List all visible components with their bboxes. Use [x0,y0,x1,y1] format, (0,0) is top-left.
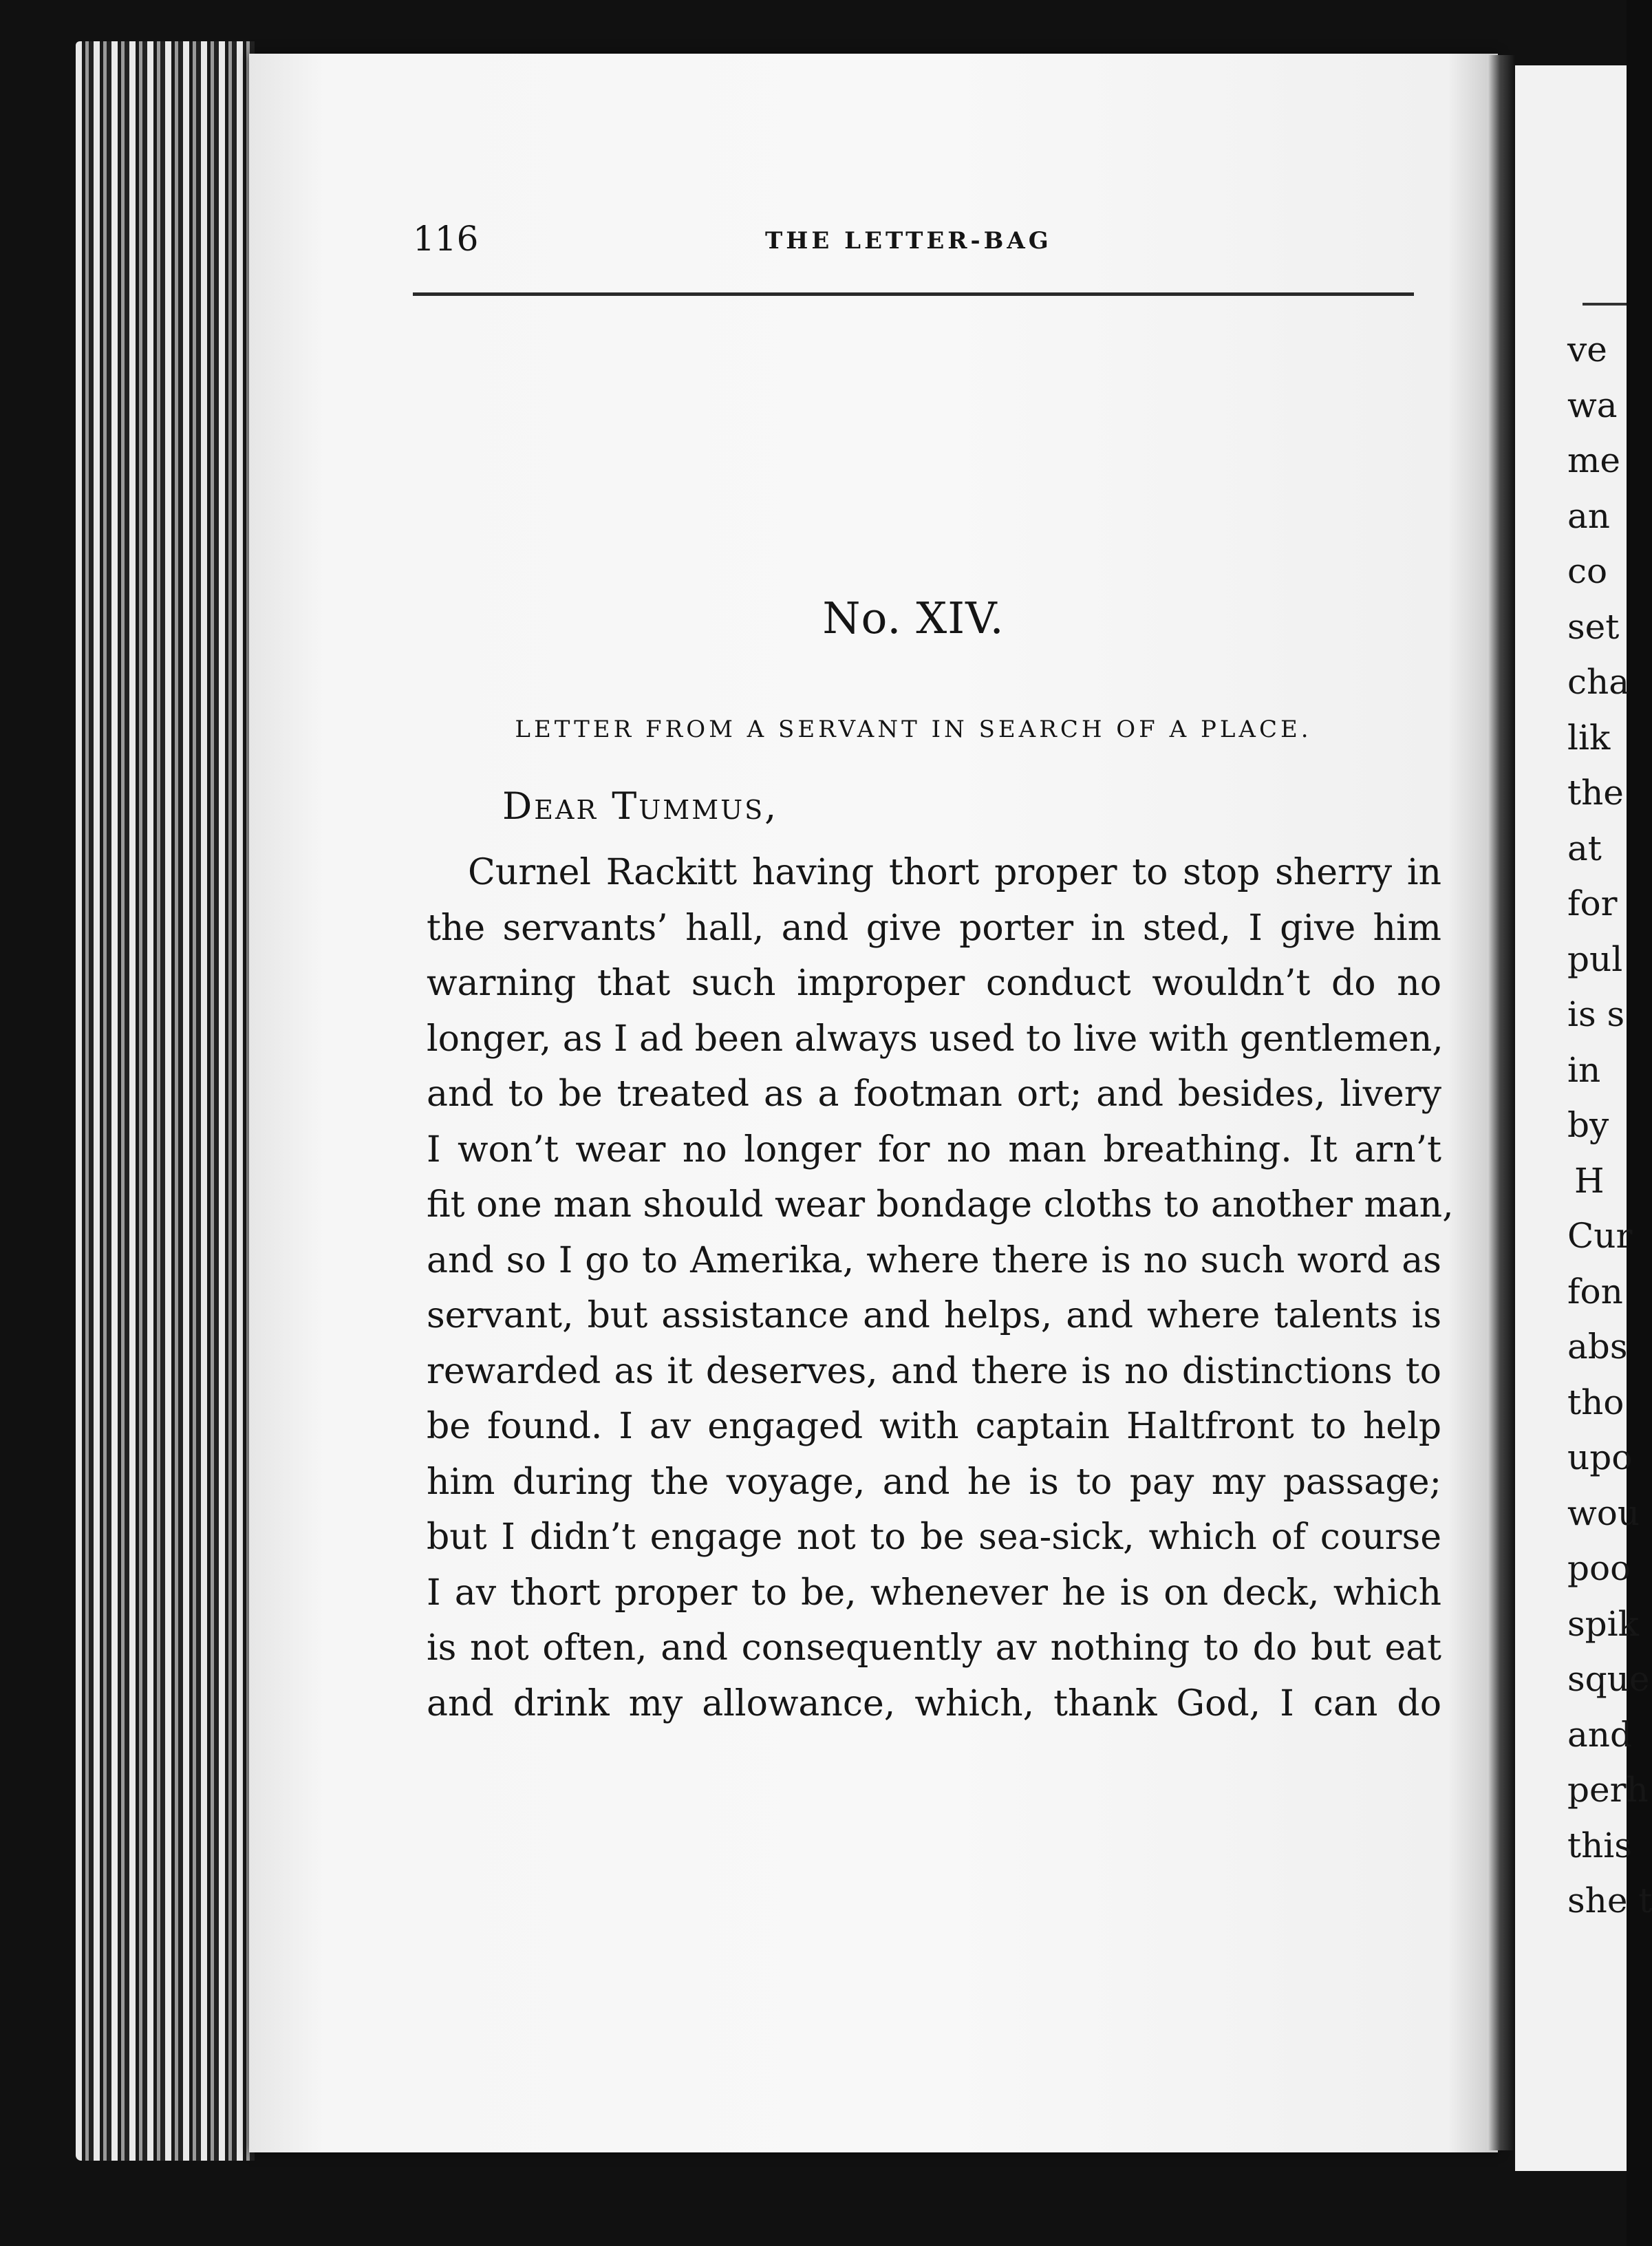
text-line: and so I go to Amerika, where there is no such word as [427,1239,1441,1281]
text-line: is not often, and consequently av nothing to do but eat [427,1627,1441,1669]
facing-page-fragment: lik [1567,717,1611,758]
text-line: I won’t wear no longer for no man breathing. It arn’t [427,1129,1441,1170]
facing-page-fragment: by [1567,1105,1609,1145]
facing-page-fragment: this [1567,1825,1632,1865]
facing-page-fragment: co [1567,551,1608,591]
text-line: and drink my allowance, which, thank God, I can do [427,1682,1441,1724]
facing-page-fragment: cha [1567,662,1630,702]
facing-page-fragment: fon [1567,1271,1623,1312]
facing-page-fragment: the [1567,773,1624,813]
page-edges [76,41,255,2161]
text-line: the servants’ hall, and give porter in sted, I give him [427,907,1441,949]
page-number: 116 [413,219,479,259]
book-gutter [1488,55,1515,2150]
page-header [413,206,1410,261]
running-title: THE LETTER-BAG [765,227,1052,255]
facing-page-fragment: at [1567,828,1602,868]
facing-page-fragment: sque [1567,1659,1650,1699]
text-line: him during the voyage, and he is to pay my passage; [427,1461,1441,1503]
facing-page-fragment: ve [1567,330,1607,370]
facing-page-fragment: set [1567,606,1620,647]
letter-number: No. XIV. [822,593,1005,643]
letter-body [427,845,1454,1731]
facing-page-fragment: wa [1567,385,1618,425]
facing-page-fragment: perh [1567,1770,1649,1810]
facing-page-fragment: is s [1567,994,1625,1034]
text-line: Curnel Rackitt having thort proper to stop sherry in [468,852,1441,893]
header-rule [413,292,1414,296]
facing-page-fragment: abs [1567,1327,1628,1367]
facing-page-fragment: for [1567,884,1618,923]
text-line: be found. I av engaged with captain Haltfront to help [427,1406,1441,1447]
text-line: warning that such improper conduct wouldn’t do no [427,963,1441,1004]
letter-salutation: Dear Tummus, [502,784,779,828]
facing-page-fragment: Cur [1567,1216,1633,1256]
facing-page-fragment: she t [1567,1881,1652,1921]
facing-page-text [1567,322,1652,1929]
text-line: fit one man should wear bondage cloths to another man, [427,1184,1454,1226]
text-line: longer, as I ad been always used to live with gentlemen, [427,1018,1444,1060]
facing-page-fragment: an [1567,495,1611,536]
facing-page-fragment: in [1567,1049,1601,1090]
facing-page-fragment: and [1567,1714,1633,1755]
letter-title: LETTER FROM A SERVANT IN SEARCH OF A PLACE. [515,716,1312,743]
facing-page-fragment: wou [1567,1493,1640,1533]
facing-page-fragment: me [1567,440,1621,480]
text-line: I av thort proper to be, whenever he is on deck, which [427,1572,1441,1614]
text-line: rewarded as it deserves, and there is no distinctions to [427,1350,1441,1392]
text-line: and to be treated as a footman ort; and besides, livery [427,1073,1441,1115]
facing-page-fragment: tho [1567,1382,1624,1422]
facing-page-fragment: upo [1567,1437,1633,1477]
facing-page-rule [1583,303,1627,306]
facing-page-fragment: spik [1567,1603,1639,1644]
text-line: servant, but assistance and helps, and where talents is [427,1295,1441,1336]
facing-page-fragment: H [1574,1160,1605,1201]
facing-page-fragment: pul [1567,939,1623,979]
text-line: but I didn’t engage not to be sea-sick, which of course [427,1517,1441,1558]
facing-page-fragment: poo [1567,1548,1631,1588]
